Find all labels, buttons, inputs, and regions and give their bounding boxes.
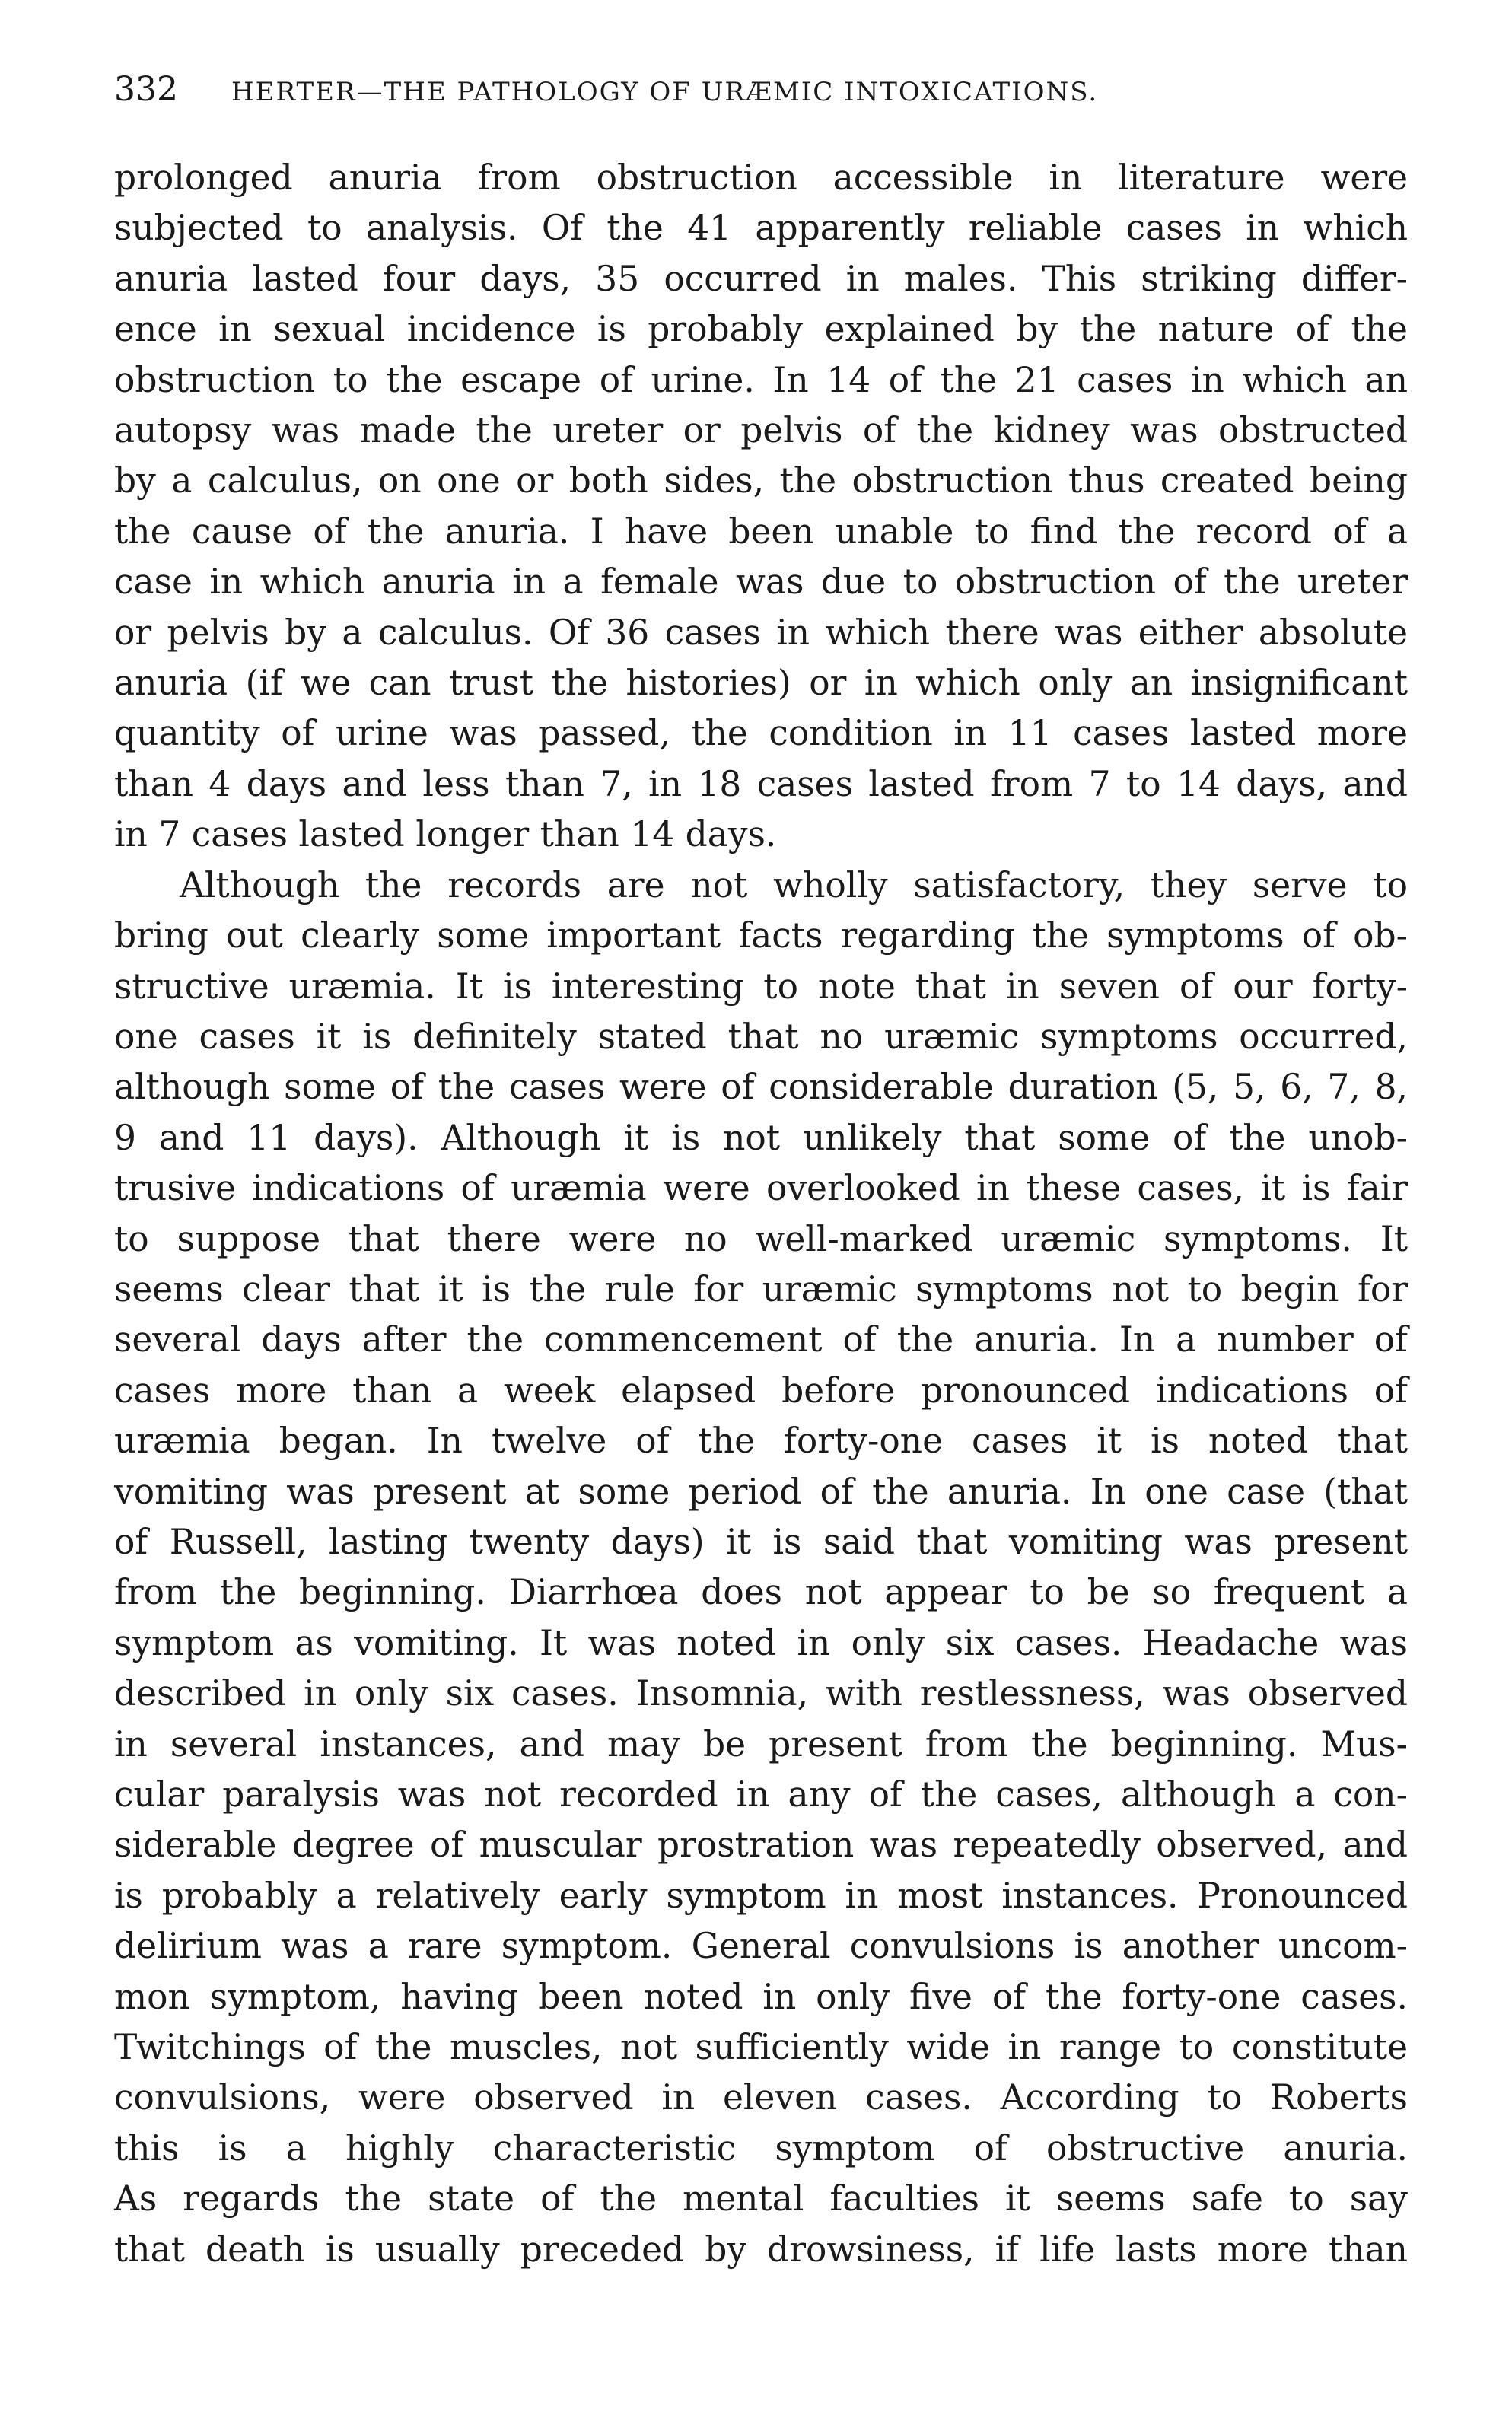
- text-line: siderable degree of muscular prostration was repeatedly observed, and: [114, 1825, 1408, 1866]
- text-line: from the beginning. Diarrhœa does not appear to be so frequent a: [114, 1572, 1408, 1613]
- text-line: trusive indications of uræmia were overlooked in these cases, it is fair: [114, 1168, 1408, 1209]
- text-line: anuria (if we can trust the histories) or in which only an insignificant: [114, 663, 1408, 704]
- text-line: described in only six cases. Insomnia, with restlessness, was observed: [114, 1673, 1408, 1714]
- text-line: one cases it is definitely stated that no uræmic symptoms occurred,: [114, 1016, 1408, 1057]
- text-line: bring out clearly some important facts regarding the symptoms of ob-: [114, 915, 1408, 956]
- text-line: or pelvis by a calculus. Of 36 cases in which there was either absolute: [114, 612, 1408, 653]
- paragraph-continued: [114, 153, 1408, 861]
- book-page: [114, 70, 1408, 2275]
- text-line: than 4 days and less than 7, in 18 cases lasted from 7 to 14 days, and: [114, 763, 1408, 804]
- text-line: in several instances, and may be present from the beginning. Mus-: [114, 1723, 1408, 1764]
- text-line: seems clear that it is the rule for uræmic symptoms not to begin for: [114, 1268, 1408, 1309]
- text-line: this is a highly characteristic symptom of obstructive anuria.: [114, 2127, 1408, 2169]
- text-line: 9 and 11 days). Although it is not unlikely that some of the unob-: [114, 1117, 1408, 1158]
- text-line: to suppose that there were no well-marked uræmic symptoms. It: [114, 1218, 1408, 1259]
- text-line: subjected to analysis. Of the 41 apparently reliable cases in which: [114, 208, 1408, 249]
- text-line: case in which anuria in a female was due to obstruction of the ureter: [114, 562, 1408, 603]
- text-line: delirium was a rare symptom. General convulsions is another uncom-: [114, 1926, 1408, 1967]
- text-line: quantity of urine was passed, the condition in 11 cases lasted more: [114, 713, 1408, 754]
- text-line: obstruction to the escape of urine. In 14 of the 21 cases in which an: [114, 359, 1408, 400]
- text-line: is probably a relatively early symptom in most instances. Pronounced: [114, 1875, 1408, 1916]
- running-title: HERTER—THE PATHOLOGY OF URÆMIC INTOXICATIONS.: [231, 77, 1099, 107]
- text-line: several days after the commencement of the anuria. In a number of: [114, 1319, 1408, 1360]
- text-line: convulsions, were observed in eleven cases. According to Roberts: [114, 2077, 1408, 2118]
- text-line: Although the records are not wholly satisfactory, they serve to: [180, 864, 1408, 905]
- text-line: prolonged anuria from obstruction accessible in literature were: [114, 158, 1408, 198]
- text-line: structive uræmia. It is interesting to note that in seven of our forty-: [114, 966, 1408, 1007]
- text-line: uræmia began. In twelve of the forty-one cases it is noted that: [114, 1421, 1408, 1462]
- running-head: [114, 70, 1408, 109]
- text-line: cular paralysis was not recorded in any of the cases, although a con-: [114, 1774, 1408, 1815]
- paragraph-symptoms: [114, 861, 1408, 2275]
- text-line: that death is usually preceded by drowsiness, if life lasts more than: [114, 2229, 1408, 2270]
- text-line: in 7 cases lasted longer than 14 days.: [114, 814, 777, 855]
- text-line: cases more than a week elapsed before pronounced indications of: [114, 1370, 1408, 1411]
- text-line: although some of the cases were of considerable duration (5, 5, 6, 7, 8,: [114, 1067, 1408, 1108]
- text-line: As regards the state of the mental faculties it seems safe to say: [114, 2178, 1408, 2219]
- text-line: autopsy was made the ureter or pelvis of the kidney was obstructed: [114, 410, 1408, 451]
- text-line: vomiting was present at some period of the anuria. In one case (that: [114, 1471, 1408, 1512]
- page-number: 332: [114, 70, 178, 109]
- text-line: symptom as vomiting. It was noted in only six cases. Headache was: [114, 1622, 1408, 1663]
- text-line: the cause of the anuria. I have been unable to find the record of a: [114, 511, 1408, 552]
- text-line: of Russell, lasting twenty days) it is said that vomiting was present: [114, 1521, 1408, 1562]
- text-line: anuria lasted four days, 35 occurred in males. This striking differ-: [114, 258, 1408, 299]
- text-line: Twitchings of the muscles, not sufficiently wide in range to constitute: [114, 2027, 1408, 2068]
- text-line: mon symptom, having been noted in only five of the forty-one cases.: [114, 1976, 1408, 2017]
- text-line: by a calculus, on one or both sides, the obstruction thus created being: [114, 460, 1408, 501]
- text-line: ence in sexual incidence is probably explained by the nature of the: [114, 309, 1408, 350]
